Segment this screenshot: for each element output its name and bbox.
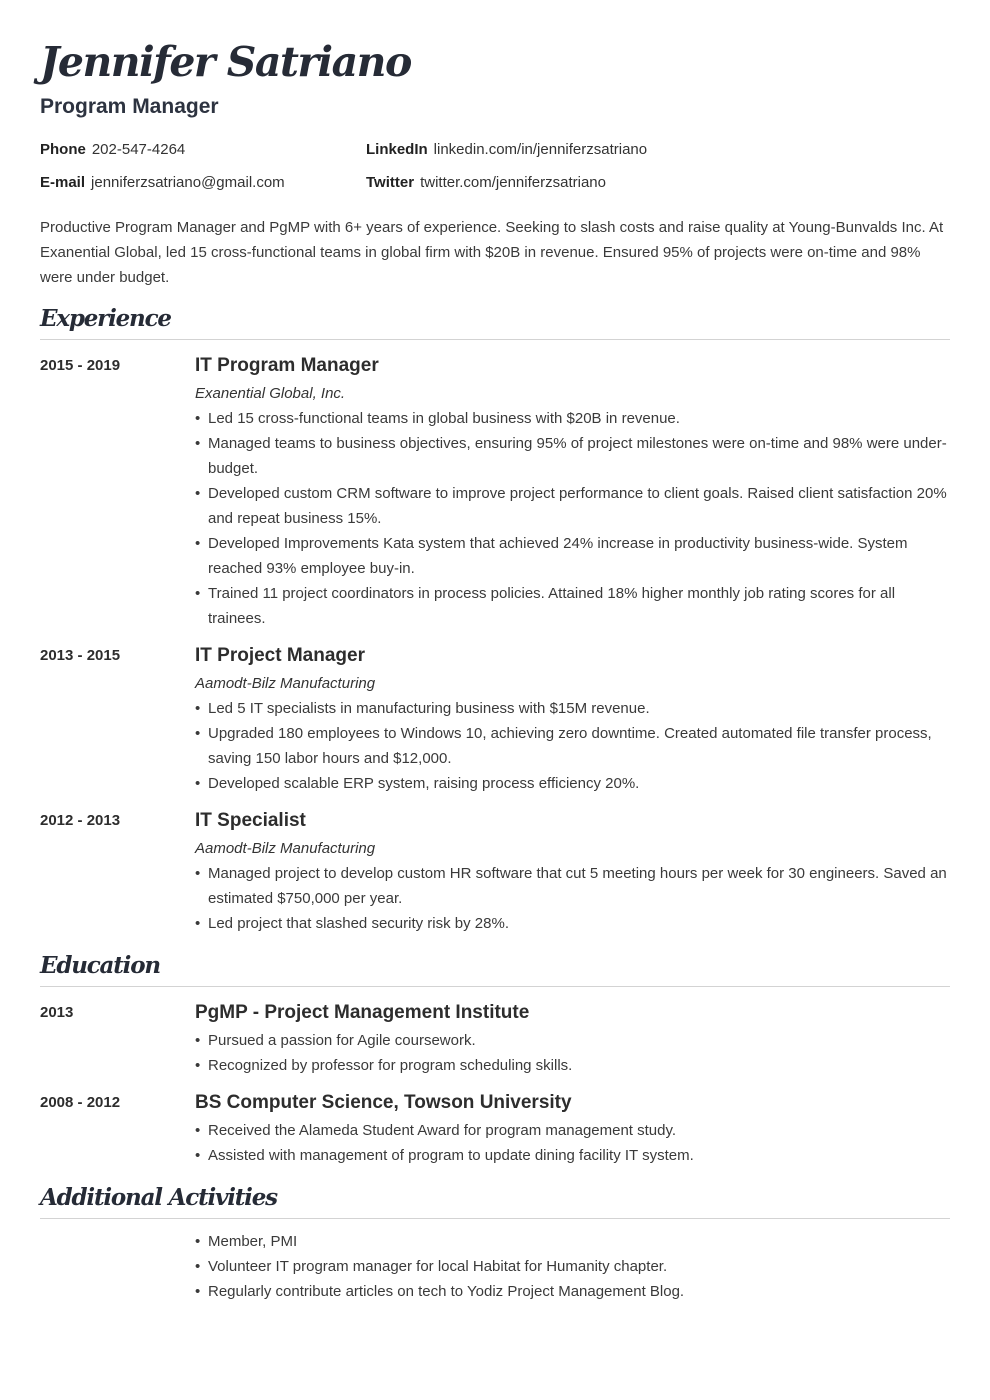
bullet-item: • Developed custom CRM software to improve project performance to client goals. Raised client satisfaction 20% and repeat business 15%. xyxy=(195,481,950,531)
education-heading: Education xyxy=(40,952,160,979)
entry-dates: 2008 - 2012 xyxy=(40,1094,121,1111)
entry-bullets xyxy=(195,696,950,796)
entry-organization: Aamodt-Bilz Manufacturing xyxy=(195,840,376,857)
bullet-item: • Led 15 cross-functional teams in global business with $20B in revenue. xyxy=(195,406,950,431)
bullet-item: • Assisted with management of program to update dining facility IT system. xyxy=(195,1143,950,1168)
bullet-item: • Volunteer IT program manager for local Habitat for Humanity chapter. xyxy=(195,1254,950,1279)
experience-divider xyxy=(40,339,950,340)
entry-organization: Exanential Global, Inc. xyxy=(195,385,346,402)
linkedin-value[interactable]: linkedin.com/in/jenniferzsatriano xyxy=(433,141,648,158)
entry-organization: Aamodt-Bilz Manufacturing xyxy=(195,675,376,692)
contact-linkedin xyxy=(366,140,647,160)
bullet-item: • Developed scalable ERP system, raising process efficiency 20%. xyxy=(195,771,950,796)
entry-dates: 2013 - 2015 xyxy=(40,647,121,664)
bullet-item: • Managed project to develop custom HR software that cut 5 meeting hours per week for 30 engineers. Saved an estimated $750,000 per year. xyxy=(195,861,950,911)
bullet-item: • Developed Improvements Kata system that achieved 24% increase in productivity business-wide. System reached 93% employee buy-in. xyxy=(195,531,950,581)
entry-dates: 2015 - 2019 xyxy=(40,357,121,374)
entry-title: IT Program Manager xyxy=(195,355,379,376)
bullet-item: • Led project that slashed security risk by 28%. xyxy=(195,911,950,936)
entry-bullets xyxy=(195,1028,950,1078)
candidate-name: Jennifer Satriano xyxy=(40,38,411,86)
bullet-item: • Upgraded 180 employees to Windows 10, achieving zero downtime. Created automated file transfer process, saving 150 labor hours and $12,000. xyxy=(195,721,950,771)
phone-value: 202-547-4264 xyxy=(91,141,186,158)
contact-phone xyxy=(40,140,185,160)
entry-title: BS Computer Science, Towson University xyxy=(195,1092,572,1113)
email-value[interactable]: jenniferzsatriano@gmail.com xyxy=(91,174,285,191)
contact-twitter xyxy=(366,173,606,193)
activities-bullets xyxy=(195,1229,950,1304)
contact-email xyxy=(40,173,285,193)
bullet-item: • Received the Alameda Student Award for program management study. xyxy=(195,1118,950,1143)
activities-heading: Additional Activities xyxy=(40,1184,277,1211)
twitter-label: Twitter xyxy=(366,174,415,191)
email-label: E-mail xyxy=(40,174,86,191)
experience-heading: Experience xyxy=(40,305,171,332)
entry-bullets xyxy=(195,406,950,631)
phone-label: Phone xyxy=(40,141,86,158)
bullet-item: • Regularly contribute articles on tech to Yodiz Project Management Blog. xyxy=(195,1279,950,1304)
entry-title: IT Project Manager xyxy=(195,645,365,666)
bullet-item: • Trained 11 project coordinators in process policies. Attained 18% higher monthly job rating scores for all trainees. xyxy=(195,581,950,631)
job-title: Program Manager xyxy=(40,95,219,118)
activities-divider xyxy=(40,1218,950,1219)
bullet-item: • Member, PMI xyxy=(195,1229,950,1254)
entry-dates: 2012 - 2013 xyxy=(40,812,121,829)
education-divider xyxy=(40,986,950,987)
entry-title: PgMP - Project Management Institute xyxy=(195,1002,530,1023)
twitter-value[interactable]: twitter.com/jenniferzsatriano xyxy=(420,174,606,191)
entry-bullets xyxy=(195,861,950,936)
bullet-item: • Recognized by professor for program scheduling skills. xyxy=(195,1053,950,1078)
bullet-item: • Pursued a passion for Agile coursework. xyxy=(195,1028,950,1053)
bullet-item: • Managed teams to business objectives, ensuring 95% of project milestones were on-time and 98% were under-budget. xyxy=(195,431,950,481)
summary-paragraph: Productive Program Manager and PgMP with 6+ years of experience. Seeking to slash costs and raise quality at Young-Bunvalds Inc. At Exanential Global, led 15 cross-functional teams in global firm with $20B in revenue. Ensured 95% of projects were on-time and 98% were under budget. xyxy=(40,219,944,286)
bullet-item: • Led 5 IT specialists in manufacturing business with $15M revenue. xyxy=(195,696,950,721)
entry-title: IT Specialist xyxy=(195,810,306,831)
entry-bullets xyxy=(195,1118,950,1168)
linkedin-label: LinkedIn xyxy=(366,141,428,158)
entry-dates: 2013 xyxy=(40,1004,74,1021)
